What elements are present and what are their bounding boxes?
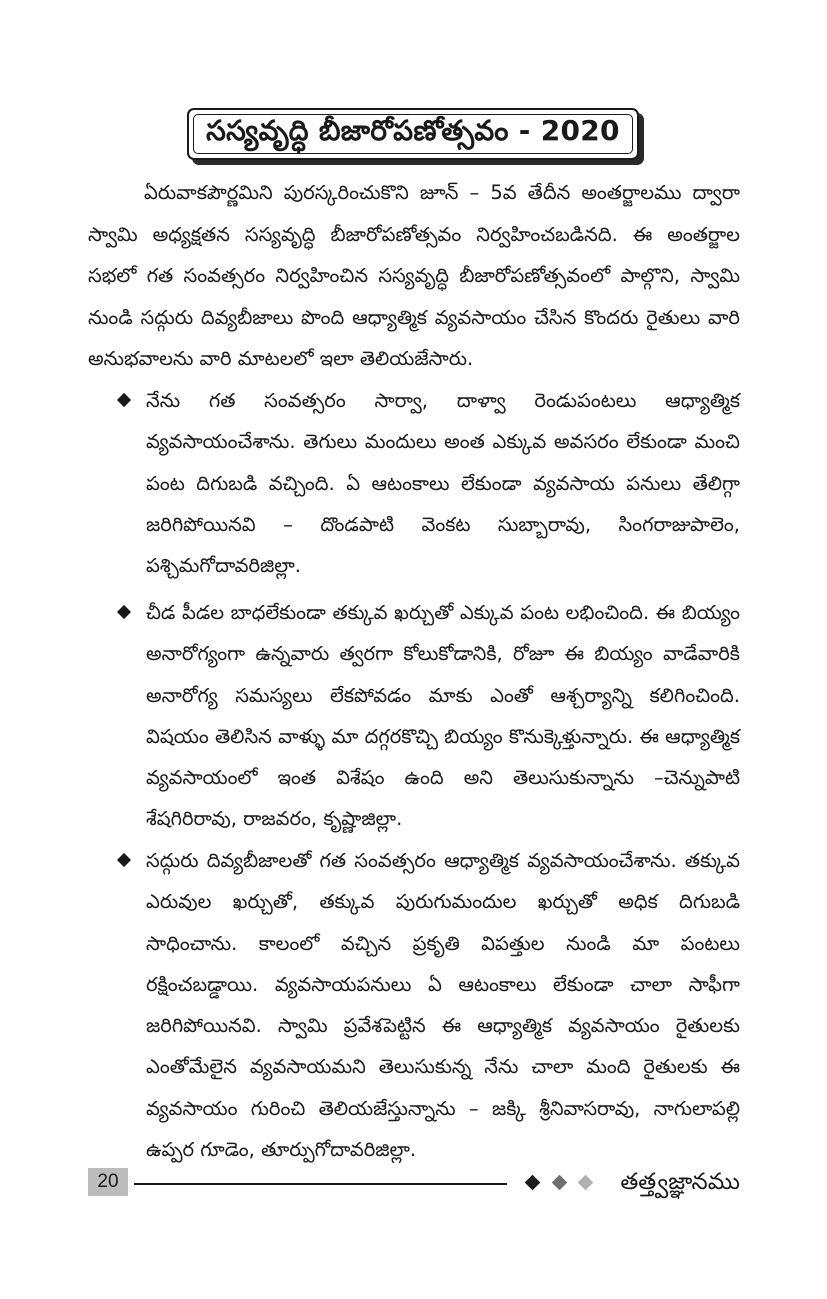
- diamond-dark-icon: [525, 1175, 541, 1191]
- diamond-light-icon: [578, 1175, 594, 1191]
- diamond-mid-icon: [552, 1175, 568, 1191]
- title-inner-border: [193, 114, 633, 154]
- testimonial-text: సద్గురు దివ్యబీజాలతో గత సంవత్సరం ఆధ్యాత్మిక వ్యవసాయంచేశాను. తక్కువ ఎరువుల ఖర్చుతో, తక్కువ పురుగుమందుల ఖర్చుతో అధిక దిగుబడి సాధించాను. కాలంలో వచ్చిన ప్రకృతి విపత్తుల నుండి మా పంటలు రక్షించబడ్డాయి. వ్యవసాయపనులు ఏ ఆటంకాలు లేకుండా చాలా సాఫీగా జరిగిపోయినవి. స్వామి ప్రవేశపెట్టిన ఈ ఆధ్యాత్మిక వ్యవసాయం రైతులకు ఎంతోమేలైన వ్యవసాయమని తెలుసుకున్న నేను చాలా మంది రైతులకు ఈ వ్యవసాయం గురించి తెలియజేస్తున్నాను – జక్కి శ్రీనివాసరావు, నాగులాపల్లి ఉప్పర గూడెం, తూర్పుగోదావరిజిల్లా.: [146, 849, 740, 1162]
- testimonial-item: [88, 592, 740, 840]
- page-title-frame: [187, 108, 639, 160]
- page-number: 20: [88, 1168, 128, 1196]
- testimonial-list: [88, 380, 740, 1160]
- diamond-bullet-icon: [117, 393, 131, 407]
- testimonial-text: చీడ పీడల బాధలేకుండా తక్కువ ఖర్చుతో ఎక్కువ పంట లభించింది. ఈ బియ్యం అనారోగ్యంగా ఉన్నవారు త్వరగా కోలుకోడానికి, రోజూ ఈ బియ్యం వాడేవారికి అనారోగ్య సమస్యలు లేకపోవడం మాకు ఎంతో ఆశ్చర్యాన్ని కలిగించింది. విషయం తెలిసిన వాళ్ళు మా దగ్గరకొచ్చి బియ్యం కొనుక్కెళ్తున్నారు. ఈ ఆధ్యాత్మిక వ్యవసాయంలో ఇంత విశేషం ఉంది అని తెలుసుకున్నాను –చెన్నుపాటి శేషగిరిరావు, రాజవరం, కృష్ణాజిల్లా.: [146, 601, 740, 831]
- testimonial-item: [88, 840, 740, 1160]
- title-box: [187, 108, 639, 160]
- book-title: తత్త్వజ్ఞానము: [620, 1169, 740, 1195]
- diamond-bullet-icon: [117, 605, 131, 619]
- testimonial-item: [88, 380, 740, 592]
- intro-paragraph: ఏరువాకపౌర్ణమిని పురస్కరించుకొని జూన్ – 5వ తేదీన అంతర్జాలము ద్వారా స్వామి అధ్యక్షతన సస్యవృద్ధి బీజారోపణోత్సవం నిర్వహించబడినది. ఈ అంతర్జాల సభలో గత సంవత్సరం నిర్వహించిన సస్యవృద్ధి బీజారోపణోత్సవంలో పాల్గొని, స్వామి నుండి సద్గురు దివ్యబీజాలు పొంది ఆధ్యాత్మిక వ్యవసాయం చేసిన కొందరు రైతులు వారి అనుభవాలను వారి మాటలలో ఇలా తెలియజేసారు.: [88, 181, 740, 370]
- page-footer: [88, 1168, 740, 1198]
- footer-rule: [134, 1183, 507, 1185]
- diamond-bullet-icon: [117, 853, 131, 867]
- page-title: సస్యవృద్ధి బీజారోపణోత్సవం - 2020: [206, 114, 620, 147]
- testimonial-text: నేను గత సంవత్సరం సార్వా, దాళ్వా రెండుపంటలు ఆధ్యాత్మిక వ్యవసాయంచేశాను. తెగులు మందులు అంత ఎక్కువ అవసరం లేకుండా మంచి పంట దిగుబడి వచ్చింది. ఏ ఆటంకాలు లేకుండా వ్యవసాయ పనులు తేలిగ్గా జరిగిపోయినవి – దొండపాటి వెంకట సుబ్బారావు, సింగరాజుపాలెం, పశ్చిమగోదావరిజిల్లా.: [146, 389, 740, 578]
